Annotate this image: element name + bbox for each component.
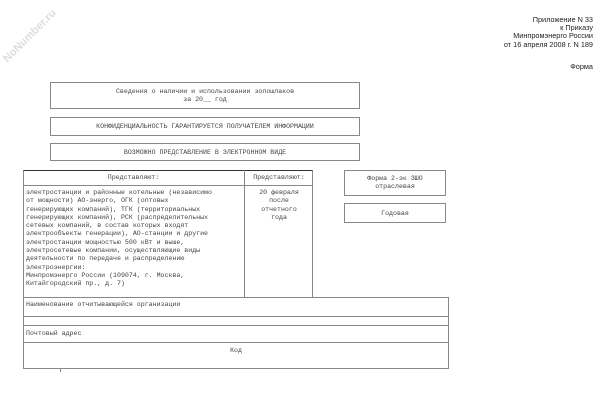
form-code: Форма 2-эк ЗШО: [367, 175, 423, 182]
header-line: Приложение N 33: [532, 15, 593, 24]
col2-header: Представляют:: [253, 174, 305, 181]
header-line: Минпромэнерго России: [513, 31, 593, 41]
text-line: сетевых компаний, в состав которых входят: [26, 222, 189, 230]
text-line: электроэнергии:: [26, 263, 86, 271]
divider: [60, 368, 61, 372]
header-line: от 16 апреля 2008 г. N 189: [503, 39, 593, 49]
org-name-label: Наименование отчитывающейся организации: [26, 301, 181, 308]
watermark: NoNumber.ru: [0, 7, 59, 65]
col1-header: Представляют:: [107, 174, 160, 181]
title-line-2: за 20__ год: [183, 96, 227, 103]
form-code-box: [344, 170, 446, 196]
code-label: Код: [230, 347, 242, 354]
deadline: [245, 189, 313, 222]
text-line: электростанции мощностью 500 кВт и выше,: [26, 238, 185, 246]
text-line: электросетевые компании, осуществляющие виды: [26, 247, 201, 255]
divider: [23, 368, 449, 369]
text-line: электрообъекты генерации), АО-станции и другие: [26, 230, 209, 238]
text-line: электростанции и районные котельные (независимо: [26, 189, 212, 196]
text-line: генерирующих компаний), РСК (распределительных: [26, 213, 209, 221]
text-line: года: [271, 213, 287, 221]
text-line: отчетного: [261, 205, 297, 213]
text-line: генерирующих компаний), ТГК (территориальных: [26, 205, 201, 213]
title-line-1: Сведения о наличии и использовании золошлаков: [115, 88, 295, 95]
text-line: после: [269, 197, 289, 205]
address-label: Почтовый адрес: [26, 330, 82, 337]
text-line: деятельности по передаче и распределению: [26, 255, 185, 263]
text-line: 20 февраля: [259, 189, 299, 196]
divider: [23, 325, 449, 326]
form-type: отраслевая: [375, 183, 415, 190]
electronic-box: ВОЗМОЖНО ПРЕДСТАВЛЕНИЕ В ЭЛЕКТРОННОМ ВИДЕ: [50, 143, 360, 161]
confidential-box: КОНФИДЕНЦИАЛЬНОСТЬ ГАРАНТИРУЕТСЯ ПОЛУЧАТЕЛЕМ ИНФОРМАЦИИ: [50, 117, 360, 136]
divider: [23, 342, 449, 343]
divider: [23, 185, 313, 186]
submitters-list: [26, 189, 244, 289]
text-line: Минпромэнерго России (109074, г. Москва,: [26, 271, 185, 279]
header-line: к Приказу: [560, 23, 593, 33]
title-box: [50, 82, 360, 109]
period-box: Годовая: [344, 203, 446, 223]
org-name-field[interactable]: [24, 317, 448, 325]
text-line: Китайгородский пр., д. 7): [26, 280, 125, 288]
text-line: от мощности) АО-энерго, ОГК (оптовых: [26, 197, 169, 205]
form-label: Форма: [570, 62, 593, 71]
appendix-header: [504, 16, 593, 49]
